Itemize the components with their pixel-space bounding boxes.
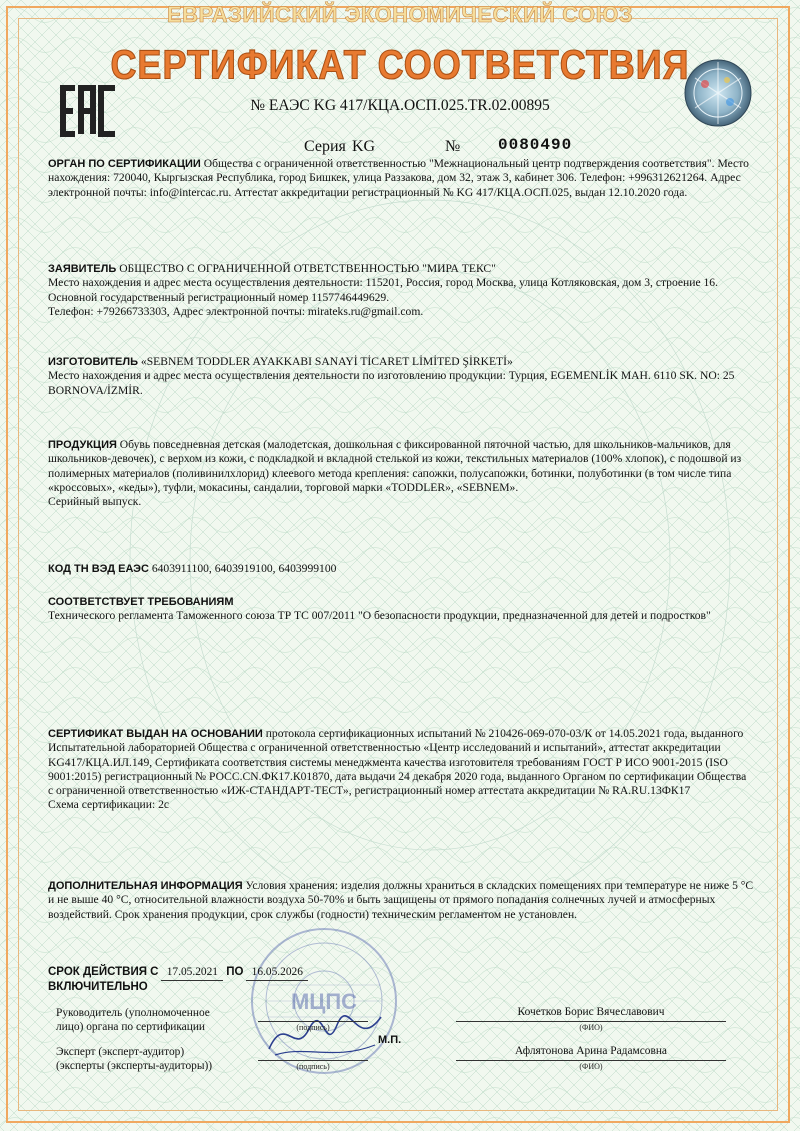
validity-po: ПО xyxy=(226,966,244,978)
basis-section xyxy=(48,727,754,813)
serial-number: 0080490 xyxy=(498,136,573,154)
section-heading: ЗАЯВИТЕЛЬ xyxy=(48,263,117,275)
certification-body-section xyxy=(48,157,754,200)
section-heading: ИЗГОТОВИТЕЛЬ xyxy=(48,356,138,368)
valid-to-date: 16.05.2026 xyxy=(246,966,308,981)
signature-caption: (подпись) xyxy=(296,1023,330,1032)
expert-label xyxy=(56,1046,256,1073)
fio-caption: (ФИО) xyxy=(579,1023,603,1032)
head-signatory-name: Кочетков Борис Вячеславович xyxy=(517,1006,665,1018)
applicant-contacts: Телефон: +79266733303, Адрес электронной почты: mirateks.ru@gmail.com. xyxy=(48,304,424,318)
fio-caption: (ФИО) xyxy=(579,1062,603,1071)
series-value: KG xyxy=(352,138,376,155)
additional-info-section xyxy=(48,879,754,922)
series-label: Серия xyxy=(304,138,346,155)
section-text: Общества с ограниченной ответственностью "Межнациональный центр подтверждения соответствия". Место нахождения: 720040, Кыргызская Республика, город Бишкек, улица Раззакова, дом 32, этаж 3, кабинет 306. Телефон: +996312621264. Адрес электронной почты: info@intercac.ru. Аттестат аккредитации регистрационный № KG 417/КЦА.ОСП.025, выдан 12.10.2020 года. xyxy=(48,157,749,199)
expert-name: Афлятонова Арина Радамсовна xyxy=(514,1045,667,1057)
section-heading: СООТВЕТСТВУЕТ ТРЕБОВАНИЯМ xyxy=(48,596,234,608)
section-heading: КОД ТН ВЭД ЕАЭС xyxy=(48,563,149,575)
manufacturer-name: «SEBNEM TODDLER AYAKKABI SANAYİ TİCARET LİMİTED ŞİRKETİ» xyxy=(140,355,513,368)
validity-section xyxy=(48,966,368,994)
applicant-address: Место нахождения и адрес места осуществления деятельности: 115201, Россия, город Москва, улица Котляковская, дом 3, строение 16. xyxy=(48,276,718,290)
signature-line xyxy=(258,1060,368,1061)
product-section xyxy=(48,438,754,509)
hologram-icon xyxy=(683,58,753,128)
validity-inclusive: ВКЛЮЧИТЕЛЬНО xyxy=(48,980,148,993)
label-line: (эксперты (эксперты-аудиторы)) xyxy=(56,1059,213,1072)
seal-place-label: М.П. xyxy=(378,1034,402,1046)
union-banner: ЕВРАЗИЙСКИЙ ЭКОНОМИЧЕСКИЙ СОЮЗ xyxy=(166,2,634,27)
name-line xyxy=(456,1021,726,1022)
certification-scheme: Схема сертификации: 2с xyxy=(48,798,170,812)
head-signatory-label xyxy=(56,1007,246,1034)
valid-from-date: 17.05.2021 xyxy=(161,966,223,981)
applicant-section xyxy=(48,262,754,319)
manufacturer-section xyxy=(48,355,754,398)
certificate-title: СЕРТИФИКАТ СООТВЕТСТВИЯ xyxy=(110,41,690,88)
eac-logo-icon xyxy=(60,85,118,137)
section-heading: ПРОДУКЦИЯ xyxy=(48,439,117,451)
requirements-section xyxy=(48,595,754,624)
signature-caption: (подпись) xyxy=(296,1062,330,1071)
number-sign: № xyxy=(445,138,461,155)
applicant-name: ОБЩЕСТВО С ОГРАНИЧЕННОЙ ОТВЕТСТВЕННОСТЬЮ "МИРА ТЕКС" xyxy=(119,262,496,275)
signature-scribble xyxy=(265,1005,385,1065)
hs-code-section xyxy=(48,562,754,576)
hs-codes: 6403911100, 6403919100, 6403999100 xyxy=(151,562,337,575)
validity-heading: СРОК ДЕЙСТВИЯ С xyxy=(48,966,159,978)
basis-text: протокола сертификационных испытаний № 210426-069-070-03/К от 14.05.2021 года, выданного Испытательной лабораторией Общества с ограниченной ответственностью «Центр исследований и испытаний», аттестат аккредитации KG417/КЦА.ИЛ.149, Сертификата соответствия системы менеджмента качества изготовителя требованиям ГОСТ Р ИСО 9001-2015 (ISO 9001:2015) регистрационный № РОСС.CN.ФК17.К01870, дата выдачи 24 декабря 2020 года, выданного Органом по сертификации Общества с ограниченной ответственностью «ИЖ-СТАНДАРТ-ТЕСТ», регистрационный номер аттестата аккредитации № RA.RU.13ФК17 xyxy=(48,727,747,798)
manufacturer-address: Место нахождения и адрес места осуществления деятельности по изготовлению продукции: Турция, EGEMENLİK MAH. 6110 SK. NO: 25 BORNOVA/İZMİR. xyxy=(48,369,735,397)
product-description: Обувь повседневная детская (малодетская, дошкольная с фиксированной пяточной частью, для школьников-мальчиков, для школьников-девочек), с верхом из кожи, с подкладкой и вкладной стелькой из кожи, текстильных материалов (100% хлопок), с подошвой из полимерных материалов (поливинилхлорид) клеевого метода крепления: сапожки, полусапожки, ботинки, полуботинки (в том числе типа «кроссовых», «кеды»), туфли, мокасины, сандалии, торговой марки «TODDLER», «SEBNEM». xyxy=(48,438,742,494)
stamp-text: МЦПС xyxy=(290,989,358,1014)
section-heading: ДОПОЛНИТЕЛЬНАЯ ИНФОРМАЦИЯ xyxy=(48,880,243,892)
label-line: Эксперт (эксперт-аудитор) xyxy=(56,1046,185,1058)
applicant-ogrn: Основной государственный регистрационный номер 1157746449629. xyxy=(48,290,390,304)
requirements-text: Технического регламента Таможенного союза ТР ТС 007/2011 "О безопасности продукции, предназначенной для детей и подростков" xyxy=(48,609,711,623)
certificate-number: № ЕАЭС KG 417/КЦА.ОСП.025.TR.02.00895 xyxy=(250,97,550,114)
additional-info-text: Условия хранения: изделия должны храниться в складских помещениях при температуре не ниже 5 °С и не выше 40 °С, относительной влажности воздуха 50-70% и быть защищены от прямого попадания солнечных лучей и атмосферных воздействий. Срок хранения продукции, срок службы (годности) техническим регламентом не установлен. xyxy=(48,879,754,921)
section-heading: СЕРТИФИКАТ ВЫДАН НА ОСНОВАНИИ xyxy=(48,728,263,740)
section-heading: ОРГАН ПО СЕРТИФИКАЦИИ xyxy=(48,158,201,170)
name-line xyxy=(456,1060,726,1061)
signature-line xyxy=(258,1021,368,1022)
label-line: Руководитель (уполномоченное xyxy=(56,1007,210,1019)
label-line: лицо) органа по сертификации xyxy=(56,1020,206,1033)
product-serial-release: Серийный выпуск. xyxy=(48,495,142,509)
